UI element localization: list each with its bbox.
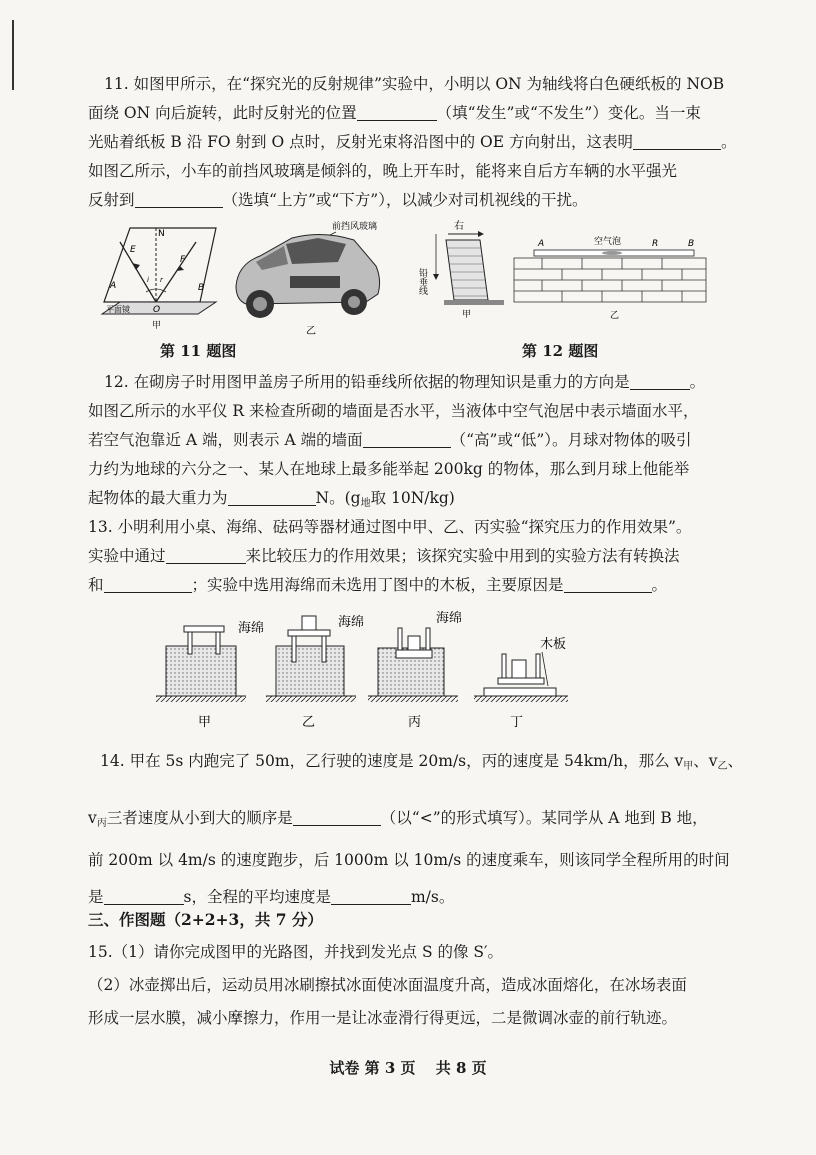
- label-mirror: 平面镜: [106, 305, 130, 314]
- q15-part-1: 15.（1）请你完成图甲的光路图，并找到发光点 S 的像 S′。: [88, 943, 504, 961]
- section-3: [88, 903, 738, 1035]
- q11-line-2: [88, 99, 728, 128]
- page-edge-mark: [12, 20, 14, 90]
- q11-text: 。: [721, 133, 737, 151]
- q13-text: 实验中通过: [88, 547, 166, 565]
- label-i: i: [147, 276, 149, 284]
- answer-blank[interactable]: [293, 809, 381, 826]
- q14-text: m/s。: [410, 888, 455, 906]
- answer-blank[interactable]: [357, 104, 437, 121]
- subscript-yi: 乙: [717, 761, 728, 772]
- answer-blank[interactable]: [630, 373, 690, 390]
- label-yi: 乙: [306, 326, 316, 337]
- question-14: [100, 747, 744, 781]
- label-bing-13: 丙: [408, 715, 422, 730]
- experiment-jia: [156, 621, 264, 730]
- fig13-pressure-experiments: [150, 608, 580, 738]
- question-11: [104, 70, 724, 99]
- q12-line-3: [88, 426, 728, 455]
- q13-line-2: [88, 542, 728, 571]
- q13-line-3: [88, 571, 728, 600]
- q14-line-1: [100, 747, 744, 781]
- fig11-car-image: [226, 216, 386, 340]
- label-F: F: [180, 255, 186, 265]
- label-sponge-yi: 海绵: [338, 615, 365, 630]
- q15-part-2a: （2）冰壶掷出后，运动员用冰刷擦拭冰面使冰面温度升高，造成冰面熔化，在冰场表面: [88, 976, 687, 994]
- label-plumb: 铅垂线: [417, 268, 427, 295]
- q14-text: （以“<”的形式填写）。某同学从 A 地到 B 地，: [380, 809, 708, 827]
- q14-text: v: [88, 809, 97, 827]
- label-sponge-bing: 海绵: [436, 611, 463, 626]
- q15-part-2b: 形成一层水膜，减小摩擦力，作用一是让冰壶滑行得更远，二是微调冰壶的前行轨迹。: [88, 1009, 678, 1027]
- q14-line-2: [88, 800, 728, 842]
- q12-text: 若空气泡靠近 A 端，则表示 A 端的墙面: [88, 431, 363, 449]
- label-bubble: 空气泡: [594, 237, 622, 247]
- label-r: r: [160, 276, 163, 284]
- q11-text: 光贴着纸板 B 沿 FO 射到 O 点时，反射光束将沿图中的 OE 方向射出，这表明: [88, 133, 633, 151]
- q11-text: （选填“上方”或“下方”），以减少对司机视线的干扰。: [222, 191, 588, 209]
- q11-text: 面绕 ON 向后旋转，此时反射光的位置: [88, 104, 357, 122]
- fig12-level-wall: [512, 232, 708, 322]
- label-O: O: [153, 305, 161, 315]
- label-board: 木板: [540, 637, 567, 652]
- subscript-bing: 丙: [96, 818, 107, 829]
- question-12-body: [88, 397, 728, 518]
- q11-line-4: 如图乙所示，小车的前挡风玻璃是倾斜的，晚上开车时，能将来自后方车辆的水平强光: [88, 162, 678, 180]
- q13-line-1: 13. 小明利用小桌、海绵、砝码等器材通过图中甲、乙、丙实验“探究压力的作用效果”。: [88, 518, 692, 536]
- subscript-earth: 地: [360, 498, 371, 509]
- label-yi-12: 乙: [610, 311, 620, 321]
- question-13: [88, 513, 728, 600]
- answer-blank[interactable]: [564, 576, 652, 593]
- label-right: 右: [454, 221, 464, 232]
- answer-blank[interactable]: [166, 547, 246, 564]
- label-E: E: [130, 245, 136, 255]
- label-sponge-jia: 海绵: [238, 621, 265, 636]
- subscript-jia: 甲: [683, 761, 694, 772]
- q12-text: 取 10N/kg): [370, 489, 455, 507]
- label-jia: 甲: [152, 321, 162, 331]
- fig12-plumb-wall: [417, 218, 512, 320]
- label-A: A: [110, 281, 117, 291]
- q12-line-4: 力约为地球的六分之一、某人在地球上最多能举起 200kg 的物体，那么到月球上他能举: [88, 460, 690, 478]
- q14-text: 、: [727, 752, 744, 770]
- answer-blank[interactable]: [633, 133, 721, 150]
- answer-blank[interactable]: [228, 489, 316, 506]
- question-14-body: [88, 800, 728, 916]
- experiment-ding: [474, 636, 568, 730]
- q11-line-1: 11. 如图甲所示，在“探究光的反射规律”实验中，小明以 ON 为轴线将白色硬纸板的 NOB: [104, 75, 725, 93]
- q11-text: 反射到: [88, 191, 135, 209]
- q11-text: （填“发生”或“不发生”）变化。当一束: [436, 104, 701, 122]
- label-B: B: [198, 283, 205, 293]
- q12-text: 起物体的最大重力为: [88, 489, 228, 507]
- q14-text: 三者速度从小到大的顺序是: [106, 809, 293, 827]
- page-footer: 试卷 第 3 页 共 8 页: [329, 1059, 487, 1077]
- label-jia-13: 甲: [198, 715, 212, 730]
- question-11-body: [88, 99, 737, 215]
- answer-blank[interactable]: [363, 431, 451, 448]
- fig11-reflection-diagram: [100, 222, 220, 332]
- question-12: [104, 368, 724, 397]
- label-jia-12: 甲: [462, 310, 472, 320]
- label-A12: A: [538, 239, 545, 249]
- q14-text: 、v: [693, 752, 718, 770]
- q13-text: 来比较压力的作用效果；该探究实验中用到的实验方法有转换法: [245, 547, 680, 565]
- experiment-bing: [368, 611, 462, 730]
- q14-text: 是: [88, 888, 104, 906]
- q13-text: ；实验中选用海绵而未选用丁图中的木板，主要原因是: [191, 576, 564, 594]
- fig12-caption: 第 12 题图: [522, 342, 599, 360]
- q14-line-3: 前 200m 以 4m/s 的速度跑步，后 1000m 以 10m/s 的速度乘车，则该同学全程所用的时间: [88, 851, 730, 869]
- experiment-yi: [266, 615, 364, 730]
- q13-text: 。: [651, 576, 668, 594]
- q13-text: 和: [88, 576, 104, 594]
- q14-text: s，全程的平均速度是: [183, 888, 331, 906]
- q12-text: 。: [689, 373, 706, 391]
- answer-blank[interactable]: [104, 576, 192, 593]
- q14-text: 14. 甲在 5s 内跑完了 50m，乙行驶的速度是 20m/s，丙的速度是 54km/h，那么 v: [100, 752, 684, 770]
- label-windshield: 前挡风玻璃: [332, 222, 378, 232]
- q12-line-1: [104, 368, 724, 397]
- fig11-caption: 第 11 题图: [160, 342, 237, 360]
- q12-line-2: 如图乙所示的水平仪 R 来检查所砌的墙面是否水平，当液体中空气泡居中表示墙面水平，: [88, 402, 699, 420]
- q12-text: （“高”或“低”）。月球对物体的吸引: [450, 431, 692, 449]
- label-B12: B: [688, 239, 695, 249]
- label-yi-13: 乙: [302, 715, 316, 730]
- label-R: R: [652, 239, 659, 249]
- label-N: N: [158, 229, 165, 239]
- q12-text: 12. 在砌房子时用图甲盖房子所用的铅垂线所依据的物理知识是重力的方向是: [104, 373, 630, 391]
- q11-line-5: [88, 186, 728, 215]
- label-ding-13: 丁: [510, 715, 524, 730]
- q12-text: N。(g: [315, 489, 361, 507]
- answer-blank[interactable]: [135, 191, 223, 208]
- section-3-title: 三、作图题（2+2+3，共 7 分）: [88, 910, 323, 929]
- q11-line-3: [88, 128, 737, 157]
